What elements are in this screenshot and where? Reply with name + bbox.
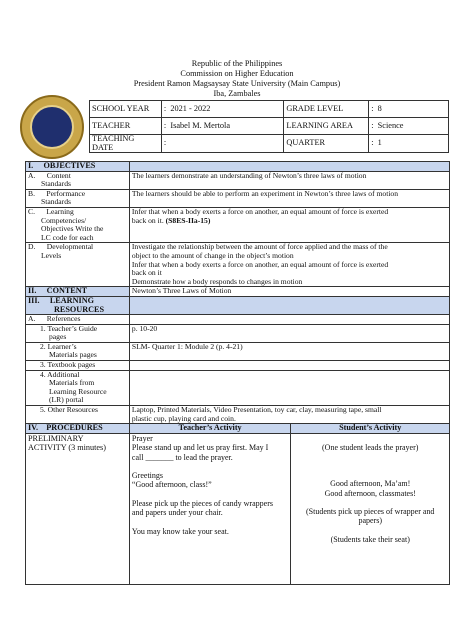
- performance-standards-text: The learners should be able to perform an experiment in Newton’s three laws of motion: [129, 189, 449, 207]
- quarter-value: 1: [376, 135, 449, 153]
- school-year-value: 2021 - 2022: [168, 101, 284, 118]
- teaching-date-label: TEACHING DATE: [90, 135, 162, 153]
- lc-code: (S8ES-IIa-15): [165, 215, 211, 225]
- developmental-levels-text: Investigate the relationship between the amount of force applied and the mass of the object to the amount of change in the object’s motion Infer that when a body exerts a force on another, an equal amount of force is exerted back on it Demonstrate how a body responds to changes in motion: [129, 243, 449, 287]
- objectives-heading: OBJECTIVES: [43, 161, 96, 170]
- textbook-pages-row: 3. Textbook pages: [26, 361, 450, 371]
- student-activity-header: Student’s Activity: [291, 424, 450, 434]
- learning-competencies-row: C. Learning Competencies/ Objectives Write the LC code for each Infer that when a body exerts a force on another, an equal amount of force is exerted back on it. (S8ES-IIa-15): [26, 207, 450, 242]
- learning-area-value: Science: [376, 118, 449, 135]
- content-standards-text: The learners demonstrate an understanding of Newton’s three laws of motion: [129, 171, 449, 189]
- header-line-3: President Ramon Magsaysay State University (Main Campus): [133, 79, 341, 88]
- content-text: Newton’s Three Laws of Motion: [129, 287, 449, 297]
- document-header: [0, 59, 474, 99]
- teachers-guide-text: p. 10-20: [129, 324, 449, 342]
- teaching-date-value: [168, 135, 284, 153]
- header-line-2: Commission on Higher Education: [180, 69, 294, 78]
- objectives-heading-row: I. OBJECTIVES: [26, 162, 450, 172]
- teachers-guide-row: 1. Teacher’s Guide pages p. 10-20: [26, 324, 450, 342]
- school-year-label: SCHOOL YEAR: [90, 101, 162, 118]
- learning-resources-heading-row: III. LEARNING RESOURCES: [26, 296, 450, 314]
- learners-materials-text: SLM- Quarter 1: Module 2 (p. 4-21): [129, 342, 449, 360]
- other-resources-row: 5. Other Resources Laptop, Printed Materials, Video Presentation, toy car, clay, measuring tape, small plastic cup, playing card and coin.: [26, 406, 450, 424]
- learners-materials-row: 2. Learner’s Materials pages SLM- Quarter 1: Module 2 (p. 4-21): [26, 342, 450, 360]
- performance-standards-row: B. Performance Standards The learners should be able to perform an experiment in Newton’s three laws of motion: [26, 189, 450, 207]
- additional-materials-row: 4. Additional Materials from Learning Resource (LR) portal: [26, 370, 450, 405]
- grade-level-label: GRADE LEVEL: [284, 101, 369, 118]
- quarter-label: QUARTER: [284, 135, 369, 153]
- student-activity: (One student leads the prayer) Good afternoon, Ma’am! Good afternoon, classmates! (Students pick up pieces of wrapper and papers) (Students take their seat): [291, 433, 450, 584]
- learning-competencies-text: Infer that when a body exerts a force on another, an equal amount of force is exerted back on it. (S8ES-IIa-15): [129, 207, 449, 242]
- preliminary-activity-row: PRELIMINARY ACTIVITY (3 minutes) Prayer Please stand up and let us pray first. May I call _______ to lead the prayer. Greetings “Good afternoon, class!” Please pick up the pieces of candy wrappers and papers under your chair. You may know take your seat. (One student leads the prayer) Good afternoon, Ma’am! Good afternoon, classmates! (Students pick up pieces of wrapper and papers) (Students take their seat): [26, 433, 450, 584]
- teacher-value: Isabel M. Mertola: [168, 118, 284, 135]
- content-standards-row: A. Content Standards The learners demonstrate an understanding of Newton’s three laws of motion: [26, 171, 450, 189]
- developmental-levels-row: D. Developmental Levels Investigate the relationship between the amount of force applied and the mass of the object to the amount of change in the object’s motion Infer that when a body exerts a force on another, an equal amount of force is exerted back on it Demonstrate how a body responds to changes in motion: [26, 243, 450, 287]
- content-heading: CONTENT: [46, 286, 88, 296]
- grade-level-value: 8: [376, 101, 449, 118]
- learning-area-label: LEARNING AREA: [284, 118, 369, 135]
- procedures-heading: PROCEDURES: [46, 423, 103, 433]
- info-table: SCHOOL YEAR : 2021 - 2022 GRADE LEVEL : 8 TEACHER : Isabel M. Mertola LEARNING AREA : Science TEACHING DATE : QUARTER : 1: [89, 100, 449, 153]
- header-line-1: Republic of the Philippines: [191, 59, 283, 68]
- references-row: A. References: [26, 315, 450, 325]
- procedures-heading-row: IV. PROCEDURES Teacher’s Activity Student’s Activity: [26, 424, 450, 434]
- teacher-activity: Prayer Please stand up and let us pray first. May I call _______ to lead the prayer. Greetings “Good afternoon, class!” Please pick up the pieces of candy wrappers and papers under your chair. You may know take your seat.: [129, 433, 291, 584]
- header-line-4: Iba, Zambales: [213, 89, 261, 98]
- teacher-label: TEACHER: [90, 118, 162, 135]
- university-seal-logo: [20, 95, 84, 159]
- other-resources-text: Laptop, Printed Materials, Video Presentation, toy car, clay, measuring tape, small plastic cup, playing card and coin.: [129, 406, 449, 424]
- lesson-plan-table: [25, 161, 450, 585]
- content-row: II. CONTENT Newton’s Three Laws of Motion: [26, 287, 450, 297]
- teacher-activity-header: Teacher’s Activity: [129, 424, 291, 434]
